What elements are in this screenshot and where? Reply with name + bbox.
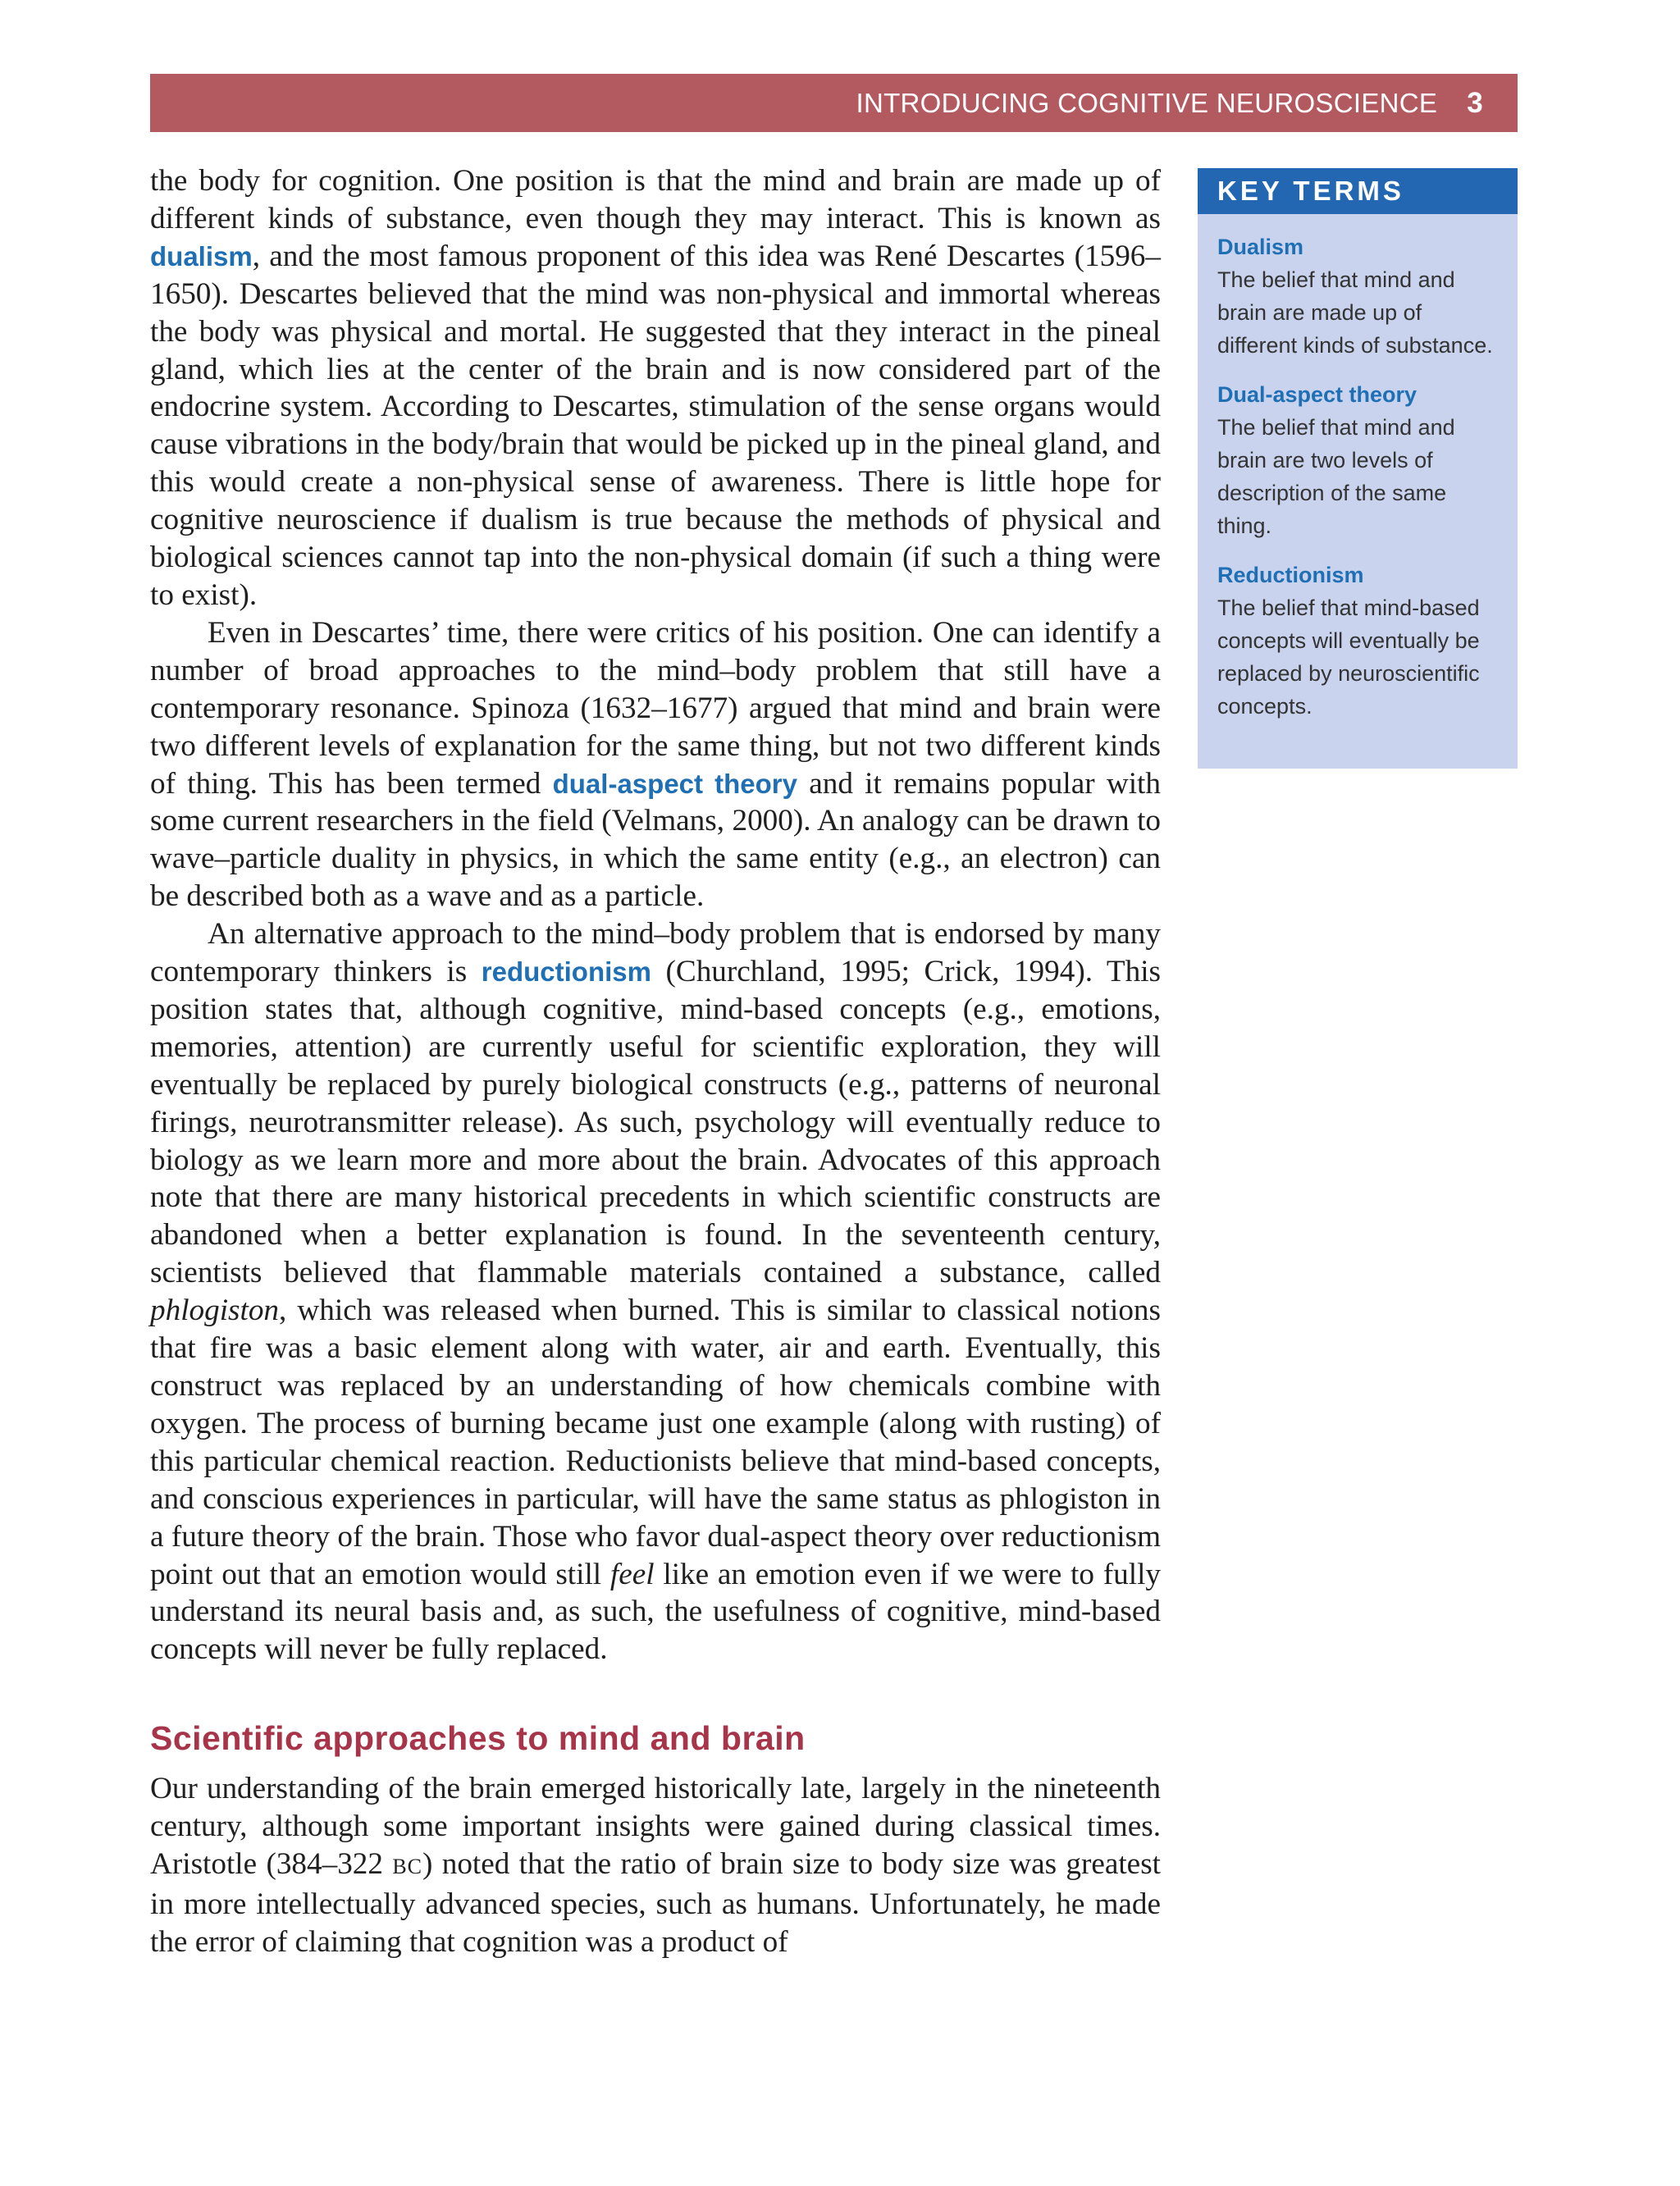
key-term-definition: The belief that mind-based concepts will eventually be replaced by neuroscientific concepts. [1217, 596, 1480, 719]
paragraph-dual-aspect [150, 614, 1161, 915]
paragraph-text: , and the most famous proponent of this idea was René Descartes (1596–1650). Descartes believed that the mind was non-physical and immortal whereas the body was physical and mortal. He suggested that they interact in the pineal gland, which lies at the center of the brain and is now considered part of the endocrine system. According to Descartes, stimulation of the sense organs would cause vibrations in the body/brain that would be picked up in the pineal gland, and this would create a non-physical sense of awareness. There is little hope for cognitive neuroscience if dualism is true because the methods of physical and biological sciences cannot tap into the non-physical domain (if such a thing were to exist). [150, 239, 1161, 612]
page-number: 3 [1467, 86, 1483, 119]
paragraph-text: , which was released when burned. This is similar to classical notions that fire was a basic element along with water, air and earth. Eventually, this construct was replaced by an understanding of how chemicals combine with oxygen. The process of burning became just one example (along with rusting) of this particular chemical reaction. Reductionists believe that mind-based concepts, and conscious experiences in particular, will have the same status as phlogiston in a future theory of the brain. Those who favor dual-aspect theory over reductionism point out that an emotion would still [150, 1294, 1161, 1591]
key-terms-list [1198, 214, 1518, 723]
paragraph-text: and it remains popular with some current researchers in the field (Velmans, 2000). An analogy can be drawn to wave–particle duality in physics, in which the same entity (e.g., an electron) can be described both as a wave and as a particle. [150, 766, 1161, 914]
main-text-column [150, 162, 1161, 1961]
paragraph-text: Even in Descartes’ time, there were critics of his position. One can identify a number of broad approaches to the mind–body problem that still have a contemporary resonance. Spinoza (1632–1677) argued that mind and brain were two different levels of explanation for the same thing, but not two different kinds of thing. This has been termed [150, 615, 1161, 801]
paragraph-text: An alternative approach to the mind–body problem that is endorsed by many contemporary thinkers is [150, 917, 1161, 989]
key-term-name: Dual-aspect theory [1217, 382, 1418, 407]
key-term-entry [1217, 378, 1501, 542]
key-term-name: Dualism [1217, 235, 1304, 259]
paragraph-text: Our understanding of the brain emerged historically late, largely in the nineteenth century, although some important insights were gained during classical times. Aristotle (384–322 [150, 1772, 1161, 1882]
key-term-dualism: dualism [150, 240, 253, 272]
running-header [150, 74, 1518, 132]
key-term-dual-aspect-theory: dual-aspect theory [552, 768, 797, 799]
key-term-entry [1217, 230, 1501, 362]
italic-phlogiston: phlogiston [150, 1294, 280, 1328]
key-term-name: Reductionism [1217, 563, 1364, 587]
paragraph-text: like an emotion even if we were to fully understand its neural basis and, as such, the usefulness of cognitive, mind-based concepts will never be fully replaced. [150, 1557, 1161, 1667]
key-terms-title: KEY TERMS [1198, 168, 1518, 214]
paragraph-text: ) noted that the ratio of brain size to body size was greatest in more intellectually advanced species, such as humans. Unfortunately, he made the error of claiming that cognition was a product of [150, 1847, 1161, 1959]
italic-feel: feel [609, 1557, 655, 1591]
key-terms-sidebar [1198, 168, 1518, 769]
key-term-reductionism: reductionism [481, 956, 651, 988]
key-term-definition: The belief that mind and brain are two levels of description of the same thing. [1217, 415, 1455, 538]
key-term-definition: The belief that mind and brain are made up of different kinds of substance. [1217, 267, 1493, 358]
paragraph-text: the body for cognition. One position is that the mind and brain are made up of different kinds of substance, even though they may interact. This is known as [150, 164, 1161, 235]
paragraph-text: (Churchland, 1995; Crick, 1994). This position states that, although cognitive, mind-based concepts (e.g., emotions, memories, attention) are currently useful for scientific exploration, they will eventually be replaced by purely biological constructs (e.g., patterns of neuronal firings, neurotransmitter release). As such, psychology will eventually reduce to biology as we learn more and more about the brain. Advocates of this approach note that there are many historical precedents in which scientific constructs are abandoned when a better explanation is found. In the seventeenth century, scientists believed that flammable materials contained a substance, called [150, 955, 1161, 1290]
paragraph-reductionism [150, 915, 1161, 1668]
small-caps-era: BC [392, 1855, 423, 1879]
key-term-entry [1217, 559, 1501, 723]
paragraph-scientific-approaches [150, 1770, 1161, 1961]
paragraph-dualism [150, 162, 1161, 614]
running-title: INTRODUCING COGNITIVE NEUROSCIENCE [856, 87, 1438, 118]
section-heading: Scientific approaches to mind and brain [150, 1719, 806, 1758]
